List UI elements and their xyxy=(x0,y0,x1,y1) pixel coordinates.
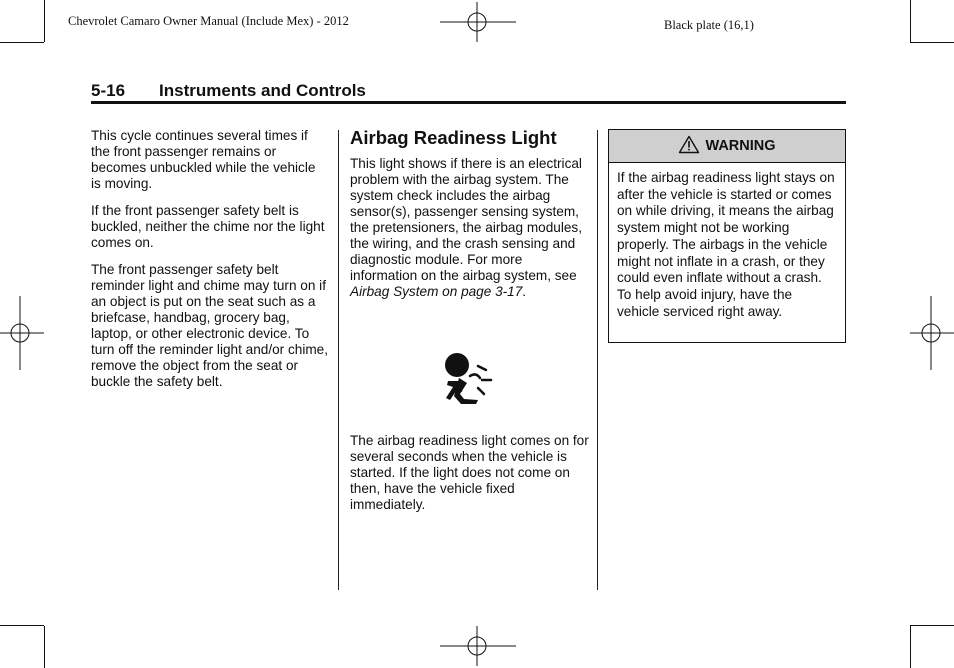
cross-reference-link[interactable]: Airbag System on page 3-17 xyxy=(350,284,523,299)
document-title: Chevrolet Camaro Owner Manual (Include Mex) - 2012 xyxy=(68,14,349,28)
crop-mark xyxy=(910,0,911,42)
registration-mark-right xyxy=(910,296,954,370)
section-title: Instruments and Controls xyxy=(159,81,366,100)
warning-triangle-icon xyxy=(678,135,700,158)
crop-mark xyxy=(0,625,44,626)
section-header xyxy=(91,81,366,101)
airbag-readiness-heading: Airbag Readiness Light xyxy=(350,127,557,148)
registration-mark-bottom xyxy=(440,626,516,666)
column-divider xyxy=(338,130,339,590)
paragraph: The front passenger safety belt reminder light and chime may turn on if an object is put on the seat such as a briefcase, handbag, grocery bag, laptop, or other electronic device. To turn off the reminder light and/or chime, remove the object from the seat or buckle the safety belt. xyxy=(91,262,329,389)
crop-mark xyxy=(44,0,45,42)
airbag-readiness-icon xyxy=(440,350,500,406)
paragraph xyxy=(350,156,590,300)
paragraph: If the front passenger safety belt is buckled, neither the chime nor the light comes on. xyxy=(91,203,325,250)
crop-mark xyxy=(910,625,954,626)
header-rule xyxy=(91,101,846,104)
column-2-after-icon xyxy=(350,433,590,524)
warning-box xyxy=(608,129,846,343)
registration-mark-top xyxy=(440,2,516,42)
page-number: 5-16 xyxy=(91,81,126,100)
crop-mark xyxy=(44,626,45,668)
paragraph: This cycle continues several times if the front passenger remains or becomes unbuckled while the vehicle is moving. xyxy=(91,128,316,191)
warning-header xyxy=(609,130,845,163)
registration-mark-left xyxy=(0,296,44,370)
column-divider xyxy=(597,130,598,590)
warning-label: WARNING xyxy=(705,138,776,154)
crop-mark xyxy=(910,42,954,43)
crop-mark xyxy=(0,42,44,43)
plate-label: Black plate (16,1) xyxy=(664,18,754,32)
intro-text: This light shows if there is an electrical problem with the airbag system. The system check includes the airbag sensor(s), passenger sensing system, the pretensioners, the airbag modules, the wiring, and the crash sensing and diagnostic module. For more information on the airbag system, see xyxy=(350,156,582,283)
intro-end: . xyxy=(522,284,527,299)
crop-mark xyxy=(910,626,911,668)
column-1 xyxy=(91,128,329,401)
warning-text: If the airbag readiness light stays on after the vehicle is started or comes on while driving, it means the airbag system might not be working properly. The airbags in the vehicle might not inflate in a crash, or they could even inflate without a crash. To help avoid injury, have the vehicle serviced right away. xyxy=(617,170,835,319)
column-2 xyxy=(350,156,590,311)
paragraph: The airbag readiness light comes on for several seconds when the vehicle is started. If the light does not come on then, have the vehicle fixed immediately. xyxy=(350,433,589,512)
